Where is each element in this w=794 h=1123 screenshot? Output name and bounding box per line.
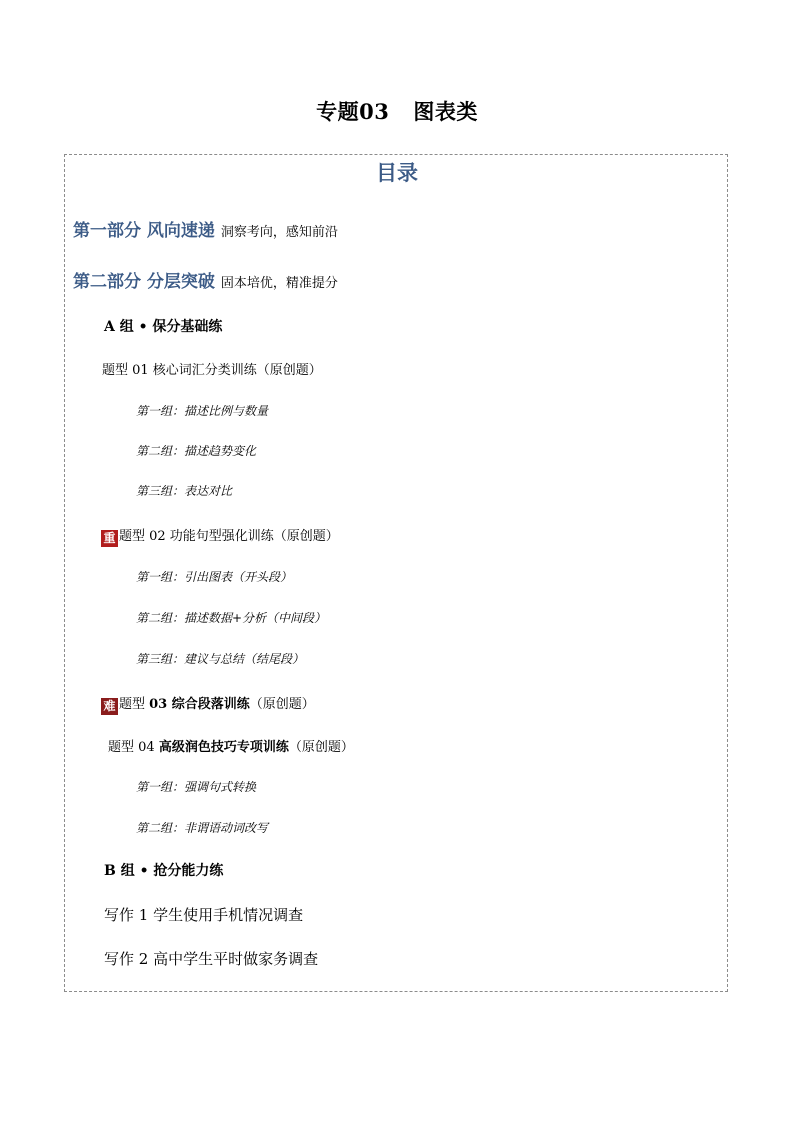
title-name: 图表类 <box>413 99 478 124</box>
toc-type-04-prefix: 题型 04 <box>108 740 159 755</box>
part-2-subtitle: 固本培优，精准提分 <box>220 276 338 291</box>
toc-type-04-suffix: （原创题） <box>288 740 354 755</box>
toc-type-03-suffix: （原创题） <box>249 697 315 712</box>
toc-type-02[interactable] <box>101 525 339 547</box>
difficult-badge-icon: 难 <box>101 698 118 715</box>
toc-type-01-sub-3[interactable]: 第三组：表达对比 <box>136 484 233 498</box>
toc-type-01-sub-1[interactable]: 第一组：描述比例与数量 <box>136 404 269 418</box>
part-2-name: 第二部分 分层突破 <box>73 272 215 292</box>
title-number: 03 <box>359 99 390 124</box>
toc-type-04-sub-1[interactable]: 第一组：强调句式转换 <box>136 780 257 794</box>
toc-type-01-sub-2[interactable]: 第二组：描述趋势变化 <box>136 444 257 458</box>
part-1-name: 第一部分 风向速递 <box>73 221 215 241</box>
important-badge-icon: 重 <box>101 530 118 547</box>
toc-part-2[interactable] <box>73 267 338 292</box>
toc-type-03[interactable] <box>101 693 315 715</box>
title-prefix: 专题 <box>316 99 360 124</box>
toc-type-04-sub-2[interactable]: 第二组：非谓语动词改写 <box>136 821 269 835</box>
toc-type-01[interactable]: 题型 01 核心词汇分类训练（原创题） <box>102 363 322 378</box>
toc-type-03-prefix: 题型 <box>119 697 150 712</box>
toc-type-03-title: 03 综合段落训练 <box>149 697 250 712</box>
toc-group-b[interactable]: B 组 • 抢分能力练 <box>104 863 224 879</box>
toc-group-a[interactable]: A 组 • 保分基础练 <box>104 319 223 335</box>
toc-heading: 目录 <box>376 160 418 185</box>
part-1-subtitle: 洞察考向，感知前沿 <box>220 225 338 240</box>
toc-type-04-title: 高级润色技巧专项训练 <box>158 740 289 755</box>
toc-type-02-sub-1[interactable]: 第一组：引出图表（开头段） <box>136 570 293 584</box>
toc-writing-2[interactable]: 写作 2 高中学生平时做家务调查 <box>104 950 319 968</box>
toc-writing-1[interactable]: 写作 1 学生使用手机情况调查 <box>104 906 304 924</box>
toc-type-02-sub-2[interactable]: 第二组：描述数据+分析（中间段） <box>136 611 327 625</box>
toc-type-04[interactable] <box>108 736 354 755</box>
toc-part-1[interactable] <box>73 216 338 241</box>
document-title <box>0 96 794 126</box>
toc-type-02-label: 题型 02 功能句型强化训练（原创题） <box>119 529 339 544</box>
toc-type-02-sub-3[interactable]: 第三组：建议与总结（结尾段） <box>136 652 305 666</box>
